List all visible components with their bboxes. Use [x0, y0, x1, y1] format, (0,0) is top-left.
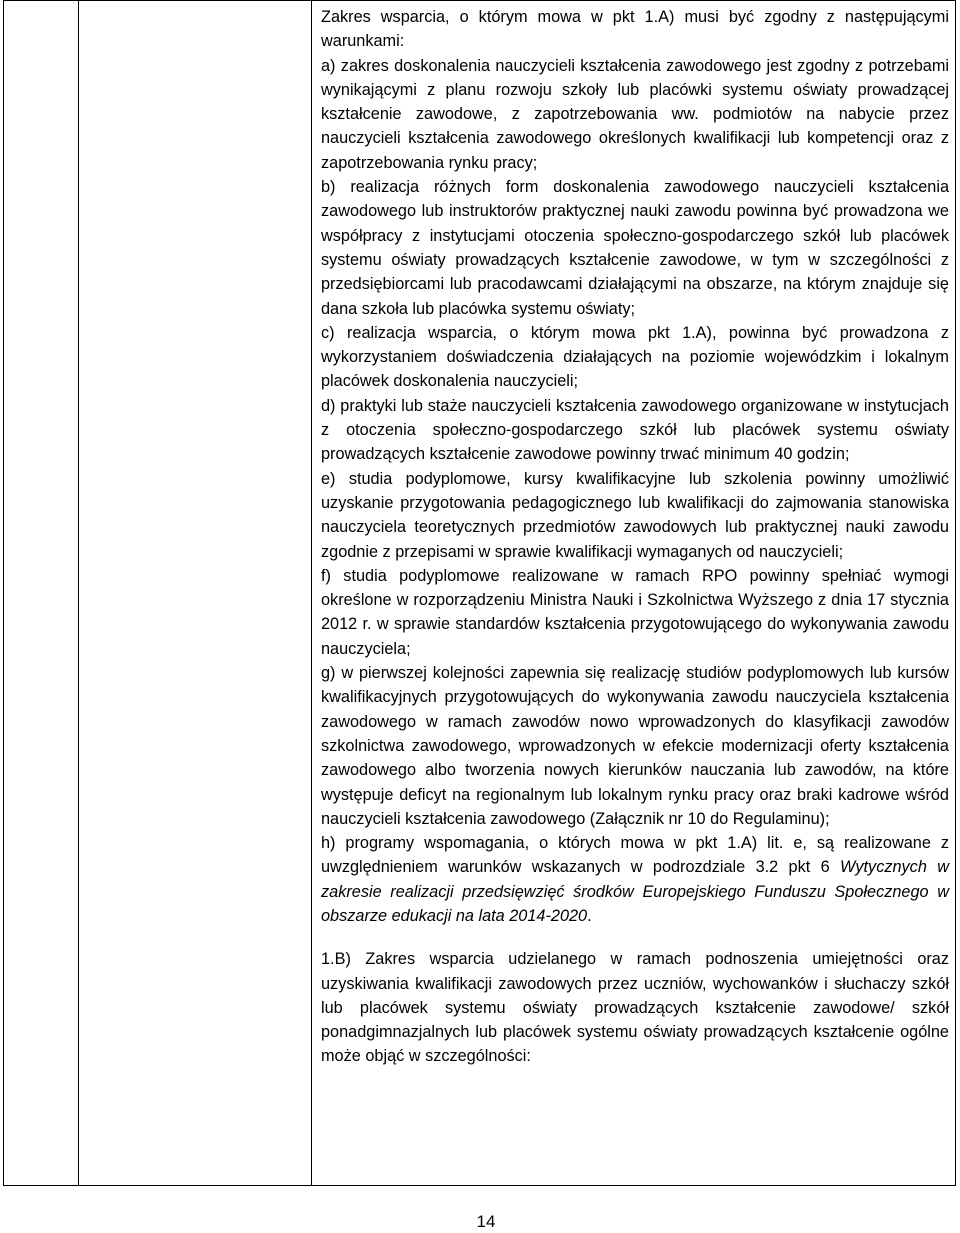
paragraph-h-text: h) programy wspomagania, o których mowa w pkt 1.A) lit. e, są realizowane z uwzględnieniem warunków wskazanych w podrozdziale 3.2 pkt 6: [321, 834, 949, 877]
paragraph-b: b) realizacja różnych form doskonalenia zawodowego nauczycieli kształcenia zawodowego lub instruktorów praktycznej nauki zawodu powinna być prowadzona we współpracy z instytucjami otoczenia społeczno-gospodarczego szkół lub placówek systemu oświaty prowadzących kształcenie zawodowe, w tym w szczególności z przedsiębiorcami lub pracodawcami działającymi na obszarze, na którym znajduje się dana szkoła lub placówka systemu oświaty;: [321, 178, 949, 318]
paragraph-spacer: [321, 928, 949, 947]
table-column-empty-1: [3, 0, 79, 1186]
paragraph-a: a) zakres doskonalenia nauczycieli kształcenia zawodowego jest zgodny z potrzebami wynikającymi z planu rozwoju szkoły lub placówki systemu oświaty prowadzącej kształcenie zawodowe, z zapotrzebowania ww. podmiotów na nabycie przez nauczycieli kształcenia zawodowego określonych kwalifikacji lub kompetencji oraz z zapotrzebowania rynku pracy;: [321, 56, 949, 172]
table-column-empty-2: [79, 0, 312, 1186]
paragraph-1b: 1.B) Zakres wsparcia udzielanego w ramach podnoszenia umiejętności oraz uzyskiwania kwalifikacji zawodowych przez uczniów, wychowanków i słuchaczy szkół lub placówek systemu oświaty prowadzących kształcenie zawodowe/ szkół ponadgimnazjalnych lub placówek systemu oświaty prowadzących kształcenie ogólne może objąć w szczególności:: [321, 950, 949, 1066]
paragraph-g: g) w pierwszej kolejności zapewnia się realizację studiów podyplomowych lub kursów kwalifikacyjnych przygotowujących do wykonywania zawodu nauczyciela kształcenia zawodowego w ramach zawodów nowo wprowadzonych do klasyfikacji zawodów szkolnictwa zawodowego, wprowadzonych w efekcie modernizacji oferty kształcenia zawodowego albo tworzenia nowych kierunków nauczania lub zawodów, na które występuje deficyt na regionalnym lub lokalnym rynku pracy oraz braki kadrowe wśród nauczycieli kształcenia zawodowego (Załącznik nr 10 do Regulaminu);: [321, 664, 949, 828]
paragraph-c: c) realizacja wsparcia, o którym mowa pkt 1.A), powinna być prowadzona z wykorzystaniem doświadczenia działających na poziomie wojewódzkim i lokalnym placówek doskonalenia nauczycieli;: [321, 323, 949, 391]
paragraph-h-italic-title: Wytycznych w zakresie realizacji przedsięwzięć środków Europejskiego Funduszu Społecznego w obszarze edukacji na lata 2014-2020: [321, 858, 949, 925]
page-number: 14: [476, 1212, 496, 1231]
table-cell-content: [321, 5, 949, 1069]
paragraph-intro: Zakres wsparcia, o którym mowa w pkt 1.A) musi być zgodny z następującymi warunkami:: [321, 8, 949, 51]
paragraph-h-end: .: [587, 906, 592, 925]
paragraph-h: [321, 831, 949, 928]
paragraph-e: e) studia podyplomowe, kursy kwalifikacyjne lub szkolenia powinny umożliwić uzyskanie przygotowania pedagogicznego lub kwalifikacji do zajmowania stanowiska nauczyciela teoretycznych przedmiotów zawodowych lub praktycznej nauki zawodu zgodnie z przepisami w sprawie kwalifikacji wymaganych od nauczycieli;: [321, 469, 949, 561]
paragraph-d: d) praktyki lub staże nauczycieli kształcenia zawodowego organizowane w instytucjach z otoczenia społeczno-gospodarczego szkół lub placówek systemu oświaty prowadzących kształcenie zawodowe powinny trwać minimum 40 godzin;: [321, 396, 949, 464]
paragraph-f: f) studia podyplomowe realizowane w ramach RPO powinny spełniać wymogi określone w rozporządzeniu Ministra Nauki i Szkolnictwa Wyższego z dnia 17 stycznia 2012 r. w sprawie standardów kształcenia przygotowującego do wykonywania zawodu nauczyciela;: [321, 566, 949, 658]
